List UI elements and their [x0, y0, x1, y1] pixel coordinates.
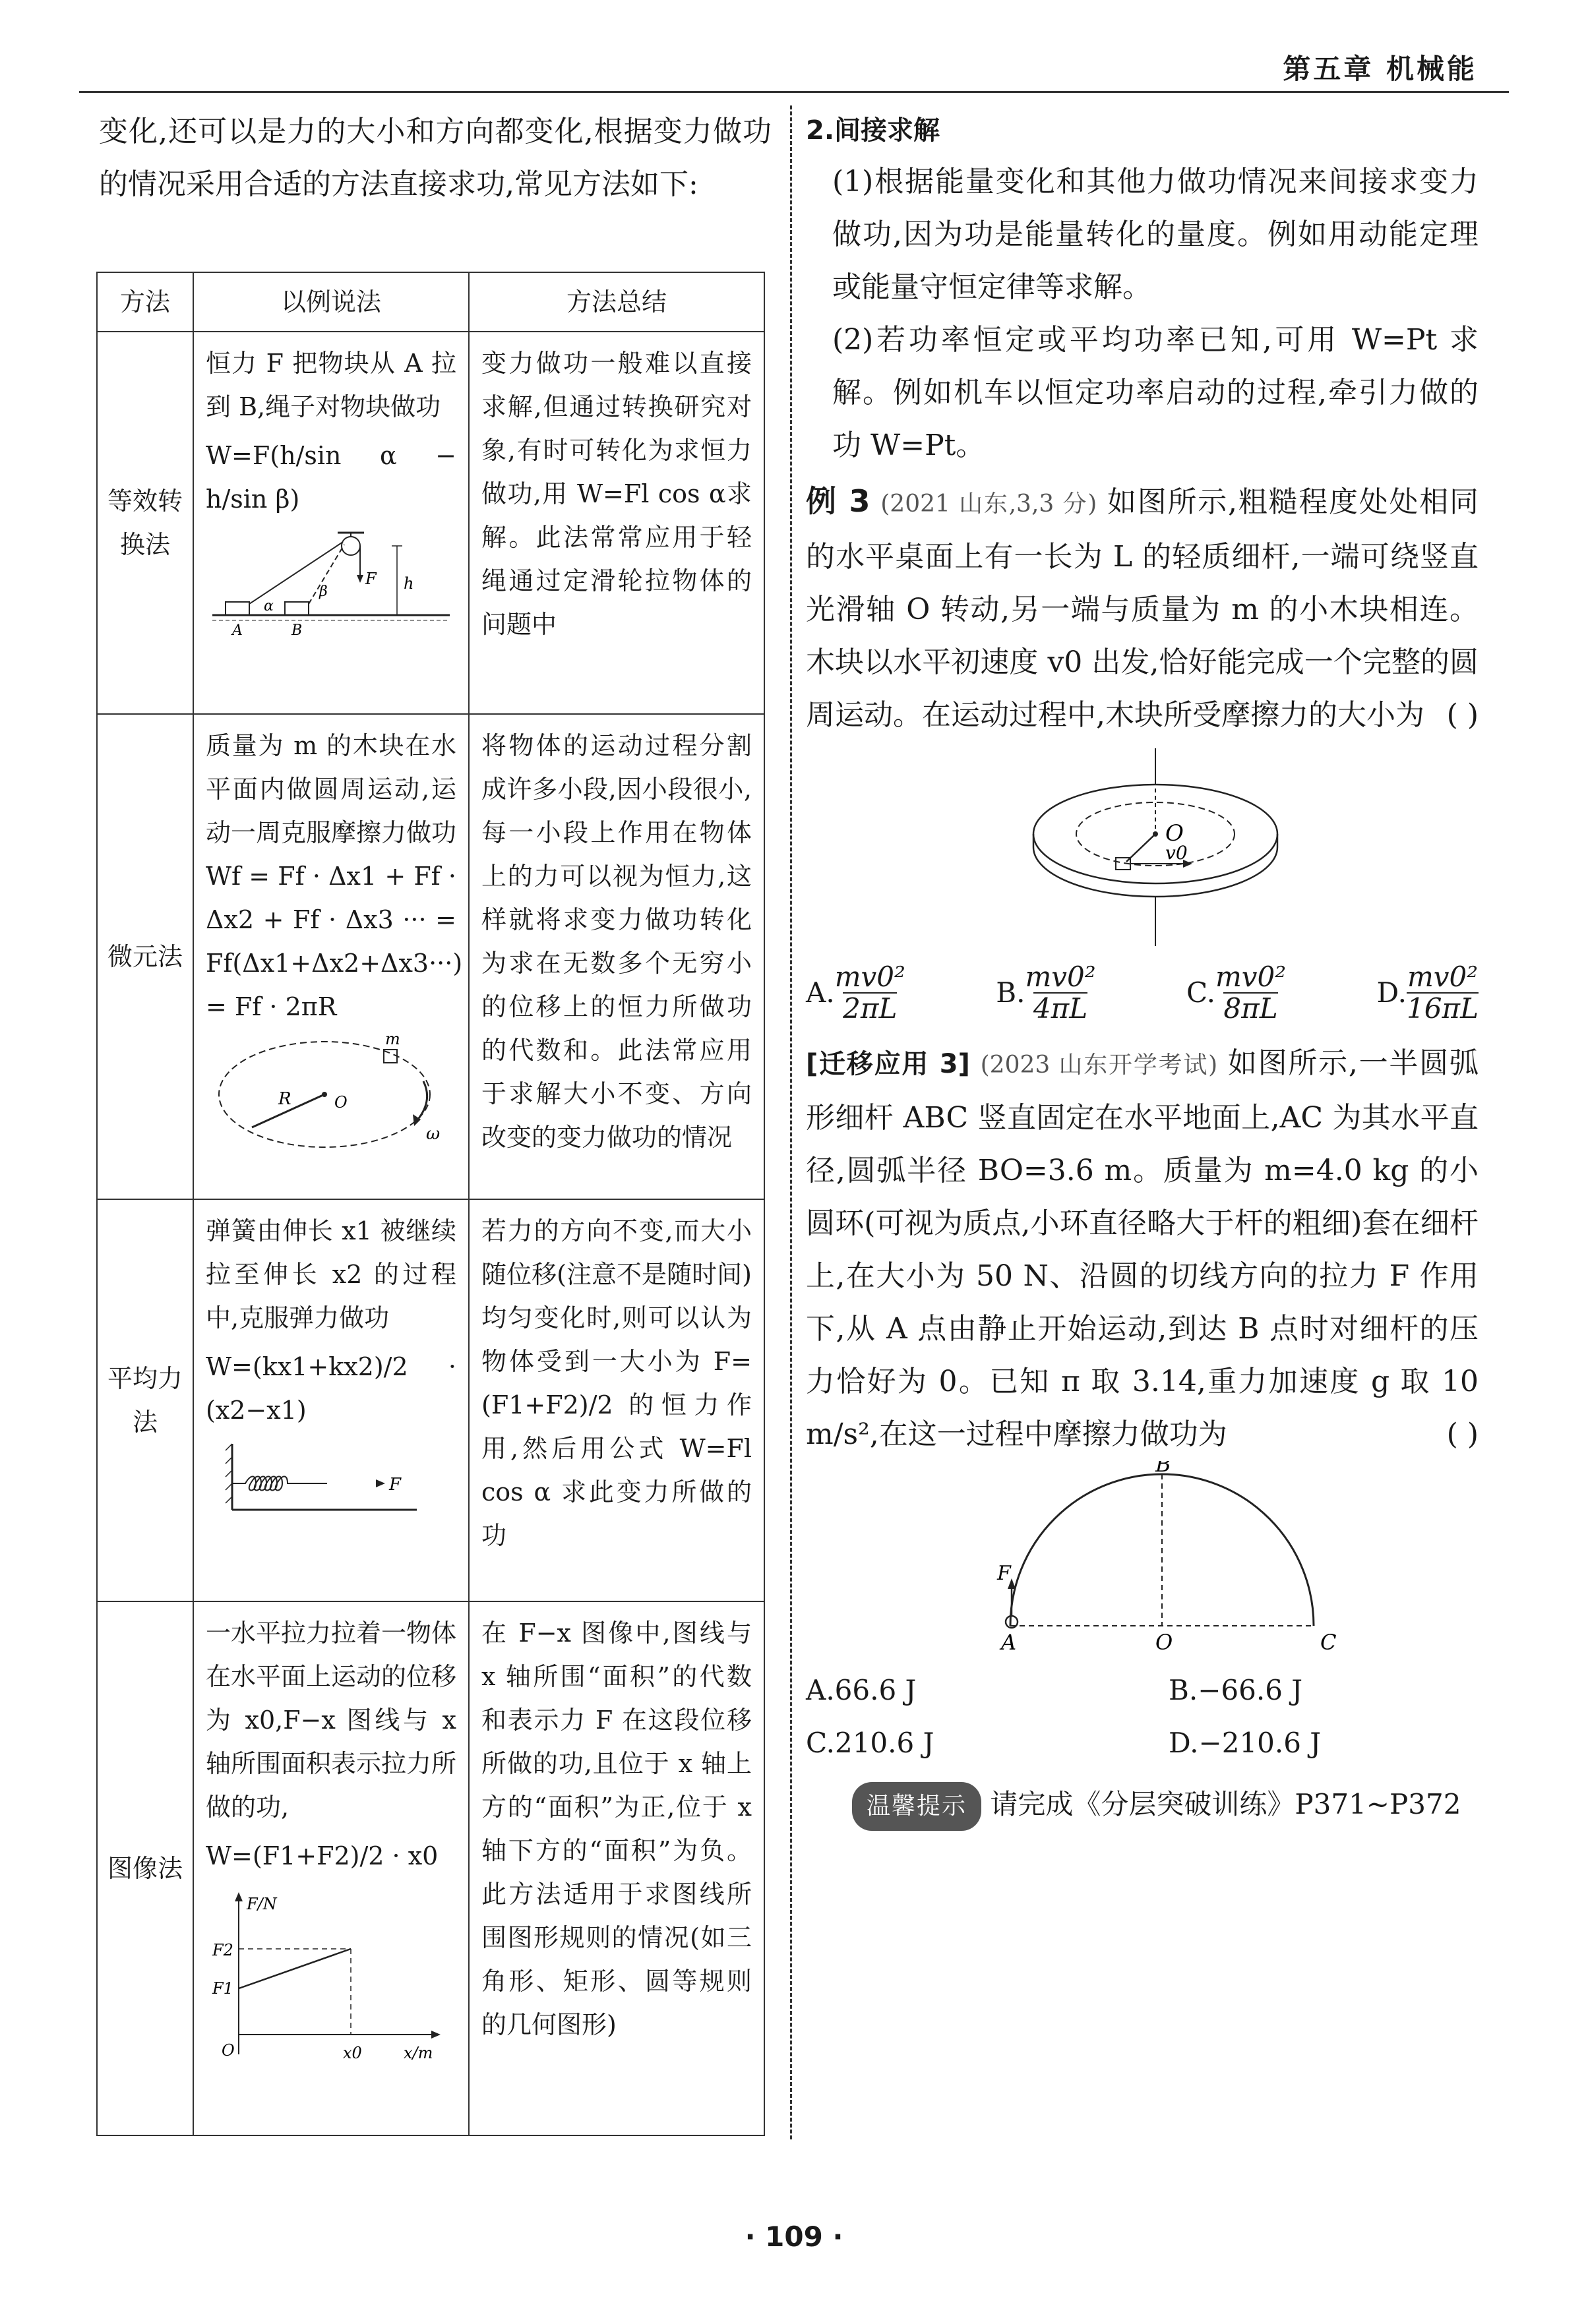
left-column: [99, 105, 772, 211]
label-A: A: [232, 622, 243, 638]
answer-bracket: ( ): [1446, 698, 1479, 732]
label-O: O: [222, 2041, 235, 2060]
table-row: [97, 1199, 764, 1601]
label-ylabel: F/N: [247, 1895, 277, 1913]
table-header-summary: 方法总结: [469, 272, 764, 332]
choice-C[interactable]: C. $\frac{\text{mv0²}}{8\pi L}$: [1186, 961, 1287, 1025]
column-divider: [790, 105, 792, 2139]
chapter-title: 第五章 机械能: [1283, 53, 1477, 85]
label-F: F: [389, 1475, 402, 1495]
example-text: 如图所示,粗糙程度处处相同的水平桌面上有一长为 L 的轻质细杆,一端可绕竖直光滑轴 O 转动,另一端与质量为 m 的小木块相连。木块以水平初速度 v0 出发,恰好能完成一个完整的圆周运动。在运动过程中,木块所受摩擦力的大小为: [806, 485, 1479, 732]
example-text: 一水平拉力拉着一物体在水平面上运动的位移为 x0,F−x 图线与 x 轴所围面积表示拉力所做的功,: [206, 1619, 457, 1822]
label-B: B: [1155, 1461, 1171, 1477]
tip-text: 请完成《分层突破训练》P371~P372: [990, 1788, 1461, 1820]
example-cell: [193, 1199, 469, 1601]
transfer-3-choices: [806, 1664, 1479, 1770]
example-source: (2021 山东,3,3 分): [880, 491, 1097, 518]
label-x0: x0: [343, 2044, 362, 2062]
choice-D[interactable]: D. $\frac{\text{mv0²}}{16\pi L}$: [1376, 961, 1479, 1025]
f-x-graph-figure: [206, 1883, 456, 2068]
table-header-example: 以例说法: [193, 272, 469, 332]
label-F1: F1: [212, 1979, 233, 1998]
choice-denominator: 2πL: [843, 992, 898, 1025]
label-h: h: [404, 574, 414, 593]
right-column: [806, 105, 1479, 1831]
example-label: 例 3: [806, 483, 870, 519]
label-F: F: [365, 570, 377, 588]
label-v0: v0: [1165, 842, 1188, 864]
tip-badge: 温馨提示: [852, 1782, 981, 1831]
example-text: 弹簧由伸长 x1 被继续拉至伸长 x2 的过程中,克服弹力做功: [206, 1216, 456, 1332]
choice-B[interactable]: B.−66.6 J: [1169, 1674, 1303, 1706]
label-beta: β: [319, 583, 328, 600]
example-cell: [193, 714, 469, 1199]
summary-cell: 变力做功一般难以直接求解,但通过转换研究对象,有时可转化为求恒力做功,用 W=Fl cos α求解。此法常常应用于轻绳通过定滑轮拉物体的问题中: [469, 332, 764, 714]
choice-B[interactable]: B. $\frac{\text{mv0²}}{4\pi L}$: [996, 961, 1096, 1025]
label-m: m: [385, 1030, 400, 1048]
summary-cell: 将物体的运动过程分割成许多小段,因小段很小,每一小段上作用在物体上的力可以视为恒力,这样就将求变力做功转化为求在无数多个无穷小的位移上的恒力所做功的代数和。此法常应用于求解大小不变、方向改变的变力做功的情况: [469, 714, 764, 1199]
table-row: [97, 332, 764, 714]
semicircle-rod-figure: [806, 1461, 1479, 1659]
choice-denominator: 8πL: [1223, 992, 1278, 1025]
answer-bracket: ( ): [1446, 1417, 1479, 1451]
example-cell: [193, 332, 469, 714]
choice-numerator: mv0²: [834, 961, 905, 993]
tip-line: [806, 1781, 1479, 1831]
method-item-1: (1)根据能量变化和其他力做功情况来间接求变力做功,因为功是能量转化的量度。例如用动能定理或能量守恒定律等求解。: [832, 165, 1479, 304]
label-F2: F2: [212, 1941, 233, 1959]
label-F: F: [997, 1562, 1011, 1585]
choice-numerator: mv0²: [1025, 961, 1096, 993]
label-A: A: [1001, 1630, 1017, 1655]
label-B: B: [291, 622, 303, 638]
label-C: C: [1320, 1630, 1337, 1655]
choice-numerator: mv0²: [1215, 961, 1287, 993]
method-item-2: (2)若功率恒定或平均功率已知,可用 W=Pt 求解。例如机车以恒定功率启动的过程,牵引力做的功 W=Pt。: [832, 323, 1479, 462]
choice-D[interactable]: D.−210.6 J: [1169, 1727, 1322, 1759]
transfer-source: (2023 山东开学考试): [980, 1052, 1218, 1079]
example-formula: W=F(h/sin α − h/sin β): [206, 441, 456, 514]
method-name: 图像法: [97, 1601, 193, 2135]
transfer-application-3: [806, 1037, 1479, 1461]
transfer-text: 如图所示,一半圆弧形细杆 ABC 竖直固定在水平地面上,AC 为其水平直径,圆弧半径 BO=3.6 m。质量为 m=4.0 kg 的小圆环(可视为质点,小环直径略大于杆的粗细)套在细杆上,在大小为 50 N、沿圆的切线方向的拉力 F 作用下,从 A 点由静止开始运动,到达 B 点时对细杆的压力恰好为 0。已知 π 取 3.14,重力加速度 g 取 10 m/s²,在这一过程中摩擦力做功为: [806, 1046, 1479, 1451]
label-xlabel: x/m: [404, 2044, 433, 2062]
example-3: [806, 475, 1479, 742]
label-O: O: [1165, 820, 1184, 847]
example-text: 恒力 F 把物块从 A 拉到 B,绳子对物块做功: [206, 349, 456, 421]
choice-denominator: 16πL: [1407, 992, 1479, 1025]
example-formula: W=(F1+F2)/2 · x0: [206, 1841, 439, 1870]
method-name: 微元法: [97, 714, 193, 1199]
choice-C[interactable]: C.210.6 J: [806, 1727, 934, 1759]
method-name: 平均力法: [97, 1199, 193, 1601]
choice-A[interactable]: A. $\frac{\text{mv0²}}{2\pi L}$: [806, 961, 905, 1025]
label-O: O: [334, 1093, 348, 1112]
table-header-row: [97, 272, 764, 332]
circular-motion-figure: [206, 1028, 456, 1160]
example-formula: W=(kx1+kx2)/2 · (x2−x1): [206, 1352, 456, 1425]
transfer-label: [迁移应用 3]: [806, 1049, 970, 1079]
methods-table: [96, 272, 765, 2136]
table-row: [97, 714, 764, 1199]
label-R: R: [278, 1089, 291, 1109]
example-3-choices: [806, 962, 1479, 1024]
choice-numerator: mv0²: [1407, 961, 1479, 993]
summary-cell: 在 F−x 图像中,图线与 x 轴所围“面积”的代数和表示力 F 在这段位移所做的功,且位于 x 轴上方的“面积”为正,位于 x 轴下方的“面积”为负。此方法适用于求图线所围图形规则的情况(如三角形、矩形、圆等规则的几何图形): [469, 1601, 764, 2135]
example-cell: [193, 1601, 469, 2135]
section-title: 2.间接求解: [806, 115, 940, 146]
table-header-method: 方法: [97, 272, 193, 332]
summary-cell: 若力的方向不变,而大小随位移(注意不是随时间)均匀变化时,则可以认为物体受到一大小为 F=(F1+F2)/2 的恒力作用,然后用公式 W=Fl cos α 求此变力所做的功: [469, 1199, 764, 1601]
choice-A[interactable]: A.66.6 J: [806, 1674, 917, 1706]
pulley-figure: [206, 526, 456, 638]
intro-paragraph: 变化,还可以是力的大小和方向都变化,根据变力做功的情况采用合适的方法直接求功,常见方法如下:: [99, 115, 772, 201]
page-number: · 109 ·: [745, 2220, 843, 2253]
table-row: [97, 1601, 764, 2135]
label-alpha: α: [264, 598, 274, 614]
header-rule: [79, 91, 1509, 93]
choice-denominator: 4πL: [1033, 992, 1088, 1025]
label-omega: ω: [426, 1124, 441, 1144]
spring-figure: [206, 1437, 456, 1523]
method-name: 等效转换法: [97, 332, 193, 714]
turntable-figure: [806, 742, 1479, 953]
label-O: O: [1155, 1630, 1173, 1655]
example-text: 质量为 m 的木块在水平面内做圆周运动,运动一周克服摩擦力做功 Wf = Ff · Δx1 + Ff · Δx2 + Ff · Δx3 ··· = Ff(Δx1+Δx2+Δx3···) = Ff · 2πR: [206, 731, 463, 1021]
